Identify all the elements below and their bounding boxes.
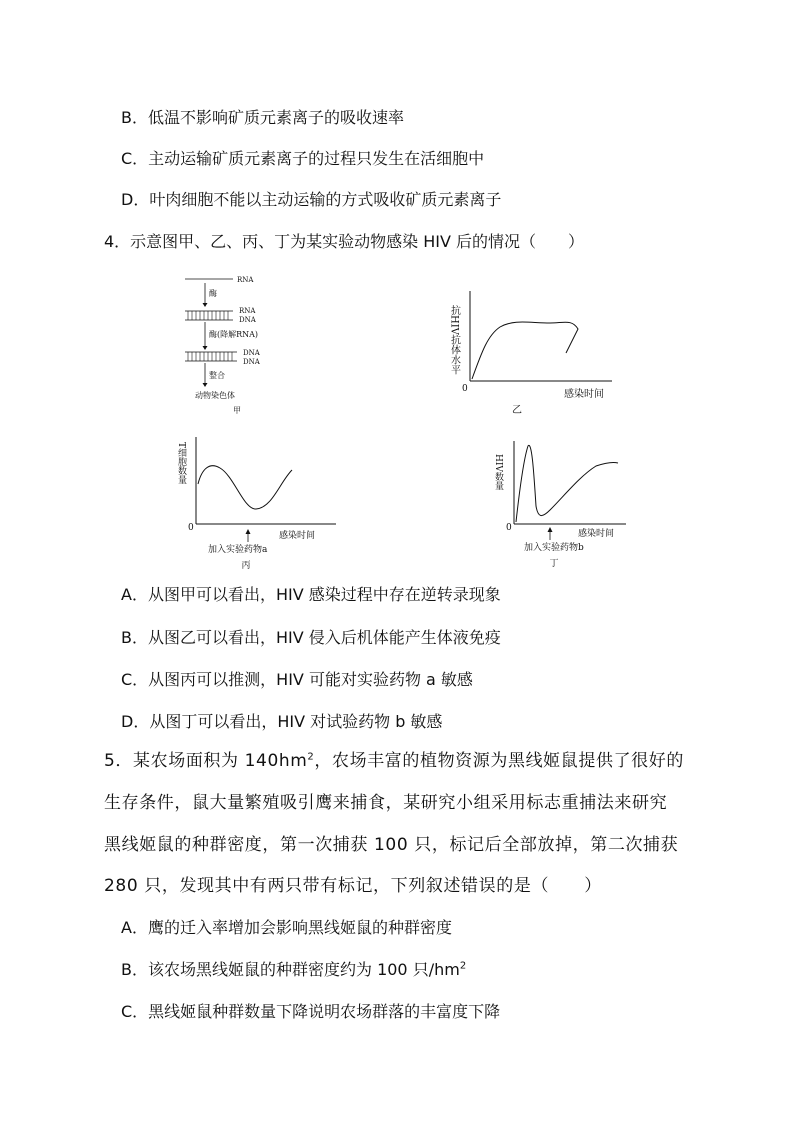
bing-curve (198, 466, 292, 509)
q4-option-b: B．从图乙可以看出，HIV 侵入后机体能产生体液免疫 (121, 628, 501, 647)
q4-option-a: A．从图甲可以看出，HIV 感染过程中存在逆转录现象 (121, 585, 501, 604)
option-d: D．叶肉细胞不能以主动运输的方式吸收矿质元素离子 (121, 190, 502, 209)
yi-ylabel: 抗HIV抗体水平 (448, 305, 460, 375)
ding-arrow-label: 加入实验药物b (524, 543, 584, 553)
ding-caption: 丁 (549, 559, 559, 569)
yi-curve (472, 322, 578, 379)
bing-arrow-label: 加入实验药物a (208, 545, 268, 555)
yi-origin: 0 (462, 384, 468, 394)
q5-option-c: C．黑线姬鼠种群数量下降说明农场群落的丰富度下降 (121, 1002, 501, 1021)
jia-caption: 甲 (233, 406, 241, 415)
jia-enzyme1: 酶 (209, 289, 217, 298)
question-4-stem: 4．示意图甲、乙、丙、丁为某实验动物感染 HIV 后的情况（ ） (104, 232, 585, 251)
figure-ding (488, 436, 638, 576)
jia-dna2: DNA (243, 349, 260, 357)
jia-dna3: DNA (243, 358, 260, 366)
ding-ylabel: HIV数量 (493, 454, 503, 490)
figure-yi (440, 283, 620, 418)
figure-jia (185, 270, 305, 420)
option-c: C．主动运输矿质元素离子的过程只发生在活细胞中 (121, 149, 485, 168)
jia-integrate: 整合 (209, 371, 225, 380)
bing-ylabel: T细胞数量 (176, 442, 186, 485)
bing-xlabel: 感染时间 (279, 531, 316, 541)
q4-option-c: C．从图丙可以推测，HIV 可能对实验药物 a 敏感 (121, 670, 473, 689)
bing-origin: 0 (188, 523, 194, 533)
q5-option-b: B．该农场黑线姬鼠的种群密度约为 100 只$/hm^2$ (121, 960, 467, 979)
option-b: B．低温不影响矿质元素离子的吸收速率 (121, 108, 404, 127)
jia-rna2: RNA (239, 307, 256, 315)
question-5-line-3: 黑线姬鼠的种群密度，第一次捕获 100 只，标记后全部放掉，第二次捕获 (104, 835, 679, 855)
yi-xlabel: 感染时间 (564, 389, 604, 400)
jia-dna1: DNA (239, 316, 256, 324)
jia-enzyme2: 酶(降解RNA) (209, 330, 259, 339)
figure-bing (176, 432, 346, 577)
question-5-line-1: 5．某农场面积为 $140hm^2$，农场丰富的植物资源为黑线姬鼠提供了很好的 (104, 751, 684, 771)
yi-caption: 乙 (512, 405, 522, 416)
jia-chromosome: 动物染色体 (195, 391, 235, 400)
ding-xlabel: 感染时间 (578, 529, 615, 539)
bing-caption: 丙 (241, 561, 251, 571)
ding-curve (516, 445, 618, 522)
jia-rna: RNA (237, 276, 254, 284)
ding-origin: 0 (506, 523, 512, 533)
q4-option-d: D．从图丁可以看出，HIV 对试验药物 b 敏感 (121, 712, 443, 731)
q5-option-a: A．鹰的迁入率增加会影响黑线姬鼠的种群密度 (121, 918, 452, 937)
question-5-line-4: 280 只，发现其中有两只带有标记，下列叙述错误的是（ ） (104, 876, 602, 896)
question-5-line-2: 生存条件，鼠大量繁殖吸引鹰来捕食，某研究小组采用标志重捕法来研究 (104, 793, 668, 813)
